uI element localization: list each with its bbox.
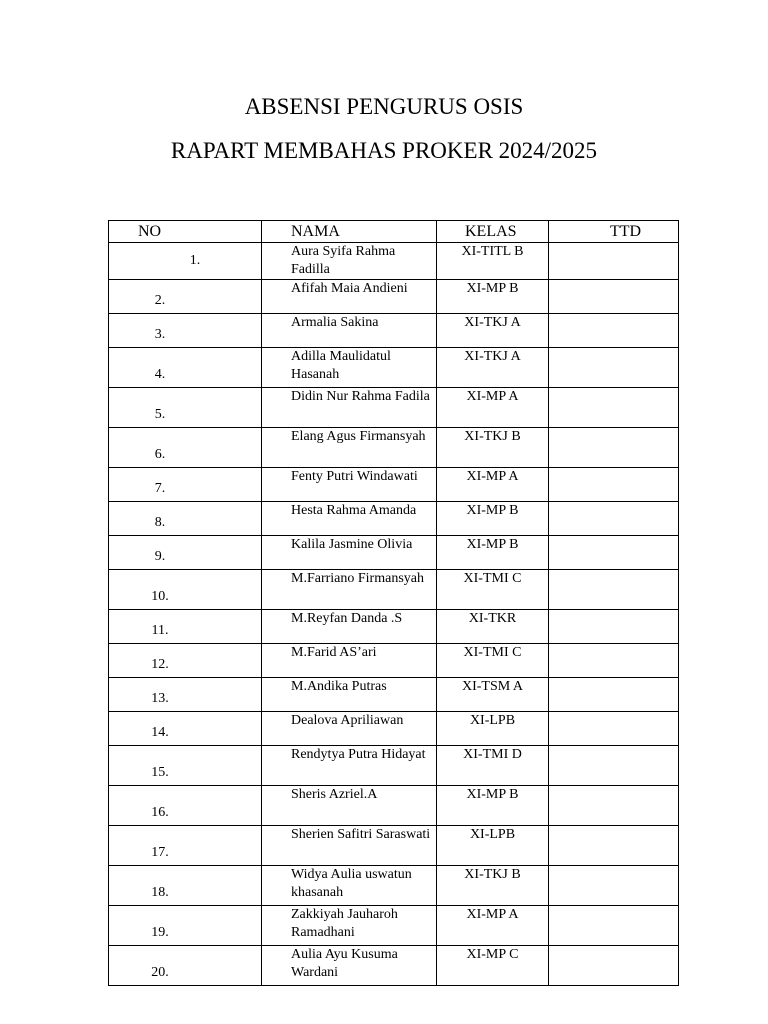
row-ttd-signature-cell bbox=[549, 644, 679, 678]
table-row bbox=[109, 610, 679, 644]
row-ttd-signature-cell bbox=[549, 388, 679, 428]
row-kelas: XI-MP A bbox=[437, 388, 549, 428]
table-row bbox=[109, 946, 679, 986]
row-ttd-signature-cell bbox=[549, 746, 679, 786]
row-kelas: XI-TKJ A bbox=[437, 348, 549, 388]
row-ttd-signature-cell bbox=[549, 946, 679, 986]
header-ttd: TTD bbox=[549, 221, 679, 243]
row-number: 12. bbox=[109, 644, 262, 678]
row-ttd-signature-cell bbox=[549, 502, 679, 536]
row-ttd-signature-cell bbox=[549, 610, 679, 644]
row-number: 6. bbox=[109, 428, 262, 468]
row-number: 17. bbox=[109, 826, 262, 866]
row-ttd-signature-cell bbox=[549, 428, 679, 468]
row-number: 2. bbox=[109, 280, 262, 314]
table-row bbox=[109, 906, 679, 946]
table-row bbox=[109, 866, 679, 906]
row-kelas: XI-TMI D bbox=[437, 746, 549, 786]
header-kelas: KELAS bbox=[437, 221, 549, 243]
row-kelas: XI-MP B bbox=[437, 536, 549, 570]
row-number: 4. bbox=[109, 348, 262, 388]
row-nama: Widya Aulia uswatun khasanah bbox=[262, 866, 437, 906]
row-kelas: XI-TKR bbox=[437, 610, 549, 644]
document-subtitle: RAPART MEMBAHAS PROKER 2024/2025 bbox=[170, 138, 598, 163]
table-row bbox=[109, 280, 679, 314]
table-row bbox=[109, 243, 679, 280]
table-row bbox=[109, 786, 679, 826]
row-nama: Didin Nur Rahma Fadila bbox=[262, 388, 437, 428]
row-number: 10. bbox=[109, 570, 262, 610]
row-number: 9. bbox=[109, 536, 262, 570]
document-title: ABSENSI PENGURUS OSIS bbox=[244, 94, 524, 119]
row-nama: Dealova Apriliawan bbox=[262, 712, 437, 746]
row-ttd-signature-cell bbox=[549, 678, 679, 712]
row-ttd-signature-cell bbox=[549, 243, 679, 280]
row-number: 7. bbox=[109, 468, 262, 502]
row-ttd-signature-cell bbox=[549, 280, 679, 314]
table-row bbox=[109, 644, 679, 678]
row-kelas: XI-TKJ B bbox=[437, 428, 549, 468]
table-row bbox=[109, 314, 679, 348]
row-ttd-signature-cell bbox=[549, 348, 679, 388]
row-number: 19. bbox=[109, 906, 262, 946]
table-row bbox=[109, 826, 679, 866]
row-ttd-signature-cell bbox=[549, 712, 679, 746]
row-nama: M.Farid AS’ari bbox=[262, 644, 437, 678]
row-nama: Adilla Maulidatul Hasanah bbox=[262, 348, 437, 388]
row-nama: Afifah Maia Andieni bbox=[262, 280, 437, 314]
row-nama: Kalila Jasmine Olivia bbox=[262, 536, 437, 570]
table-row bbox=[109, 428, 679, 468]
table-row bbox=[109, 502, 679, 536]
row-nama: Sheris Azriel.A bbox=[262, 786, 437, 826]
row-kelas: XI-MP A bbox=[437, 906, 549, 946]
row-nama: M.Reyfan Danda .S bbox=[262, 610, 437, 644]
row-number: 1. bbox=[109, 243, 262, 280]
row-nama: M.Farriano Firmansyah bbox=[262, 570, 437, 610]
table-row bbox=[109, 388, 679, 428]
row-ttd-signature-cell bbox=[549, 314, 679, 348]
row-kelas: XI-MP B bbox=[437, 502, 549, 536]
row-nama: Zakkiyah Jauharoh Ramadhani bbox=[262, 906, 437, 946]
row-number: 18. bbox=[109, 866, 262, 906]
row-number: 5. bbox=[109, 388, 262, 428]
table-header-row bbox=[109, 221, 679, 243]
row-nama: Aulia Ayu Kusuma Wardani bbox=[262, 946, 437, 986]
row-kelas: XI-MP A bbox=[437, 468, 549, 502]
row-kelas: XI-MP C bbox=[437, 946, 549, 986]
header-no: NO bbox=[109, 221, 262, 243]
row-number: 14. bbox=[109, 712, 262, 746]
row-ttd-signature-cell bbox=[549, 468, 679, 502]
table-row bbox=[109, 746, 679, 786]
row-kelas: XI-TMI C bbox=[437, 570, 549, 610]
attendance-table bbox=[108, 220, 679, 986]
header-nama: NAMA bbox=[262, 221, 437, 243]
row-ttd-signature-cell bbox=[549, 570, 679, 610]
row-kelas: XI-TMI C bbox=[437, 644, 549, 678]
row-kelas: XI-TKJ A bbox=[437, 314, 549, 348]
row-kelas: XI-LPB bbox=[437, 712, 549, 746]
row-number: 15. bbox=[109, 746, 262, 786]
row-nama: Armalia Sakina bbox=[262, 314, 437, 348]
row-number: 20. bbox=[109, 946, 262, 986]
row-ttd-signature-cell bbox=[549, 786, 679, 826]
row-kelas: XI-MP B bbox=[437, 786, 549, 826]
row-nama: Rendytya Putra Hidayat bbox=[262, 746, 437, 786]
row-nama: Aura Syifa Rahma Fadilla bbox=[262, 243, 437, 280]
row-number: 11. bbox=[109, 610, 262, 644]
table-row bbox=[109, 536, 679, 570]
row-nama: Elang Agus Firmansyah bbox=[262, 428, 437, 468]
row-nama: Sherien Safitri Saraswati bbox=[262, 826, 437, 866]
table-row bbox=[109, 468, 679, 502]
table-row bbox=[109, 712, 679, 746]
row-ttd-signature-cell bbox=[549, 826, 679, 866]
row-kelas: XI-LPB bbox=[437, 826, 549, 866]
row-number: 8. bbox=[109, 502, 262, 536]
row-nama: Fenty Putri Windawati bbox=[262, 468, 437, 502]
row-ttd-signature-cell bbox=[549, 906, 679, 946]
row-number: 13. bbox=[109, 678, 262, 712]
row-kelas: XI-TSM A bbox=[437, 678, 549, 712]
table-row bbox=[109, 570, 679, 610]
table-row bbox=[109, 348, 679, 388]
row-number: 16. bbox=[109, 786, 262, 826]
row-ttd-signature-cell bbox=[549, 536, 679, 570]
row-kelas: XI-TITL B bbox=[437, 243, 549, 280]
row-number: 3. bbox=[109, 314, 262, 348]
row-kelas: XI-TKJ B bbox=[437, 866, 549, 906]
row-ttd-signature-cell bbox=[549, 866, 679, 906]
row-nama: Hesta Rahma Amanda bbox=[262, 502, 437, 536]
row-nama: M.Andika Putras bbox=[262, 678, 437, 712]
row-kelas: XI-MP B bbox=[437, 280, 549, 314]
table-row bbox=[109, 678, 679, 712]
